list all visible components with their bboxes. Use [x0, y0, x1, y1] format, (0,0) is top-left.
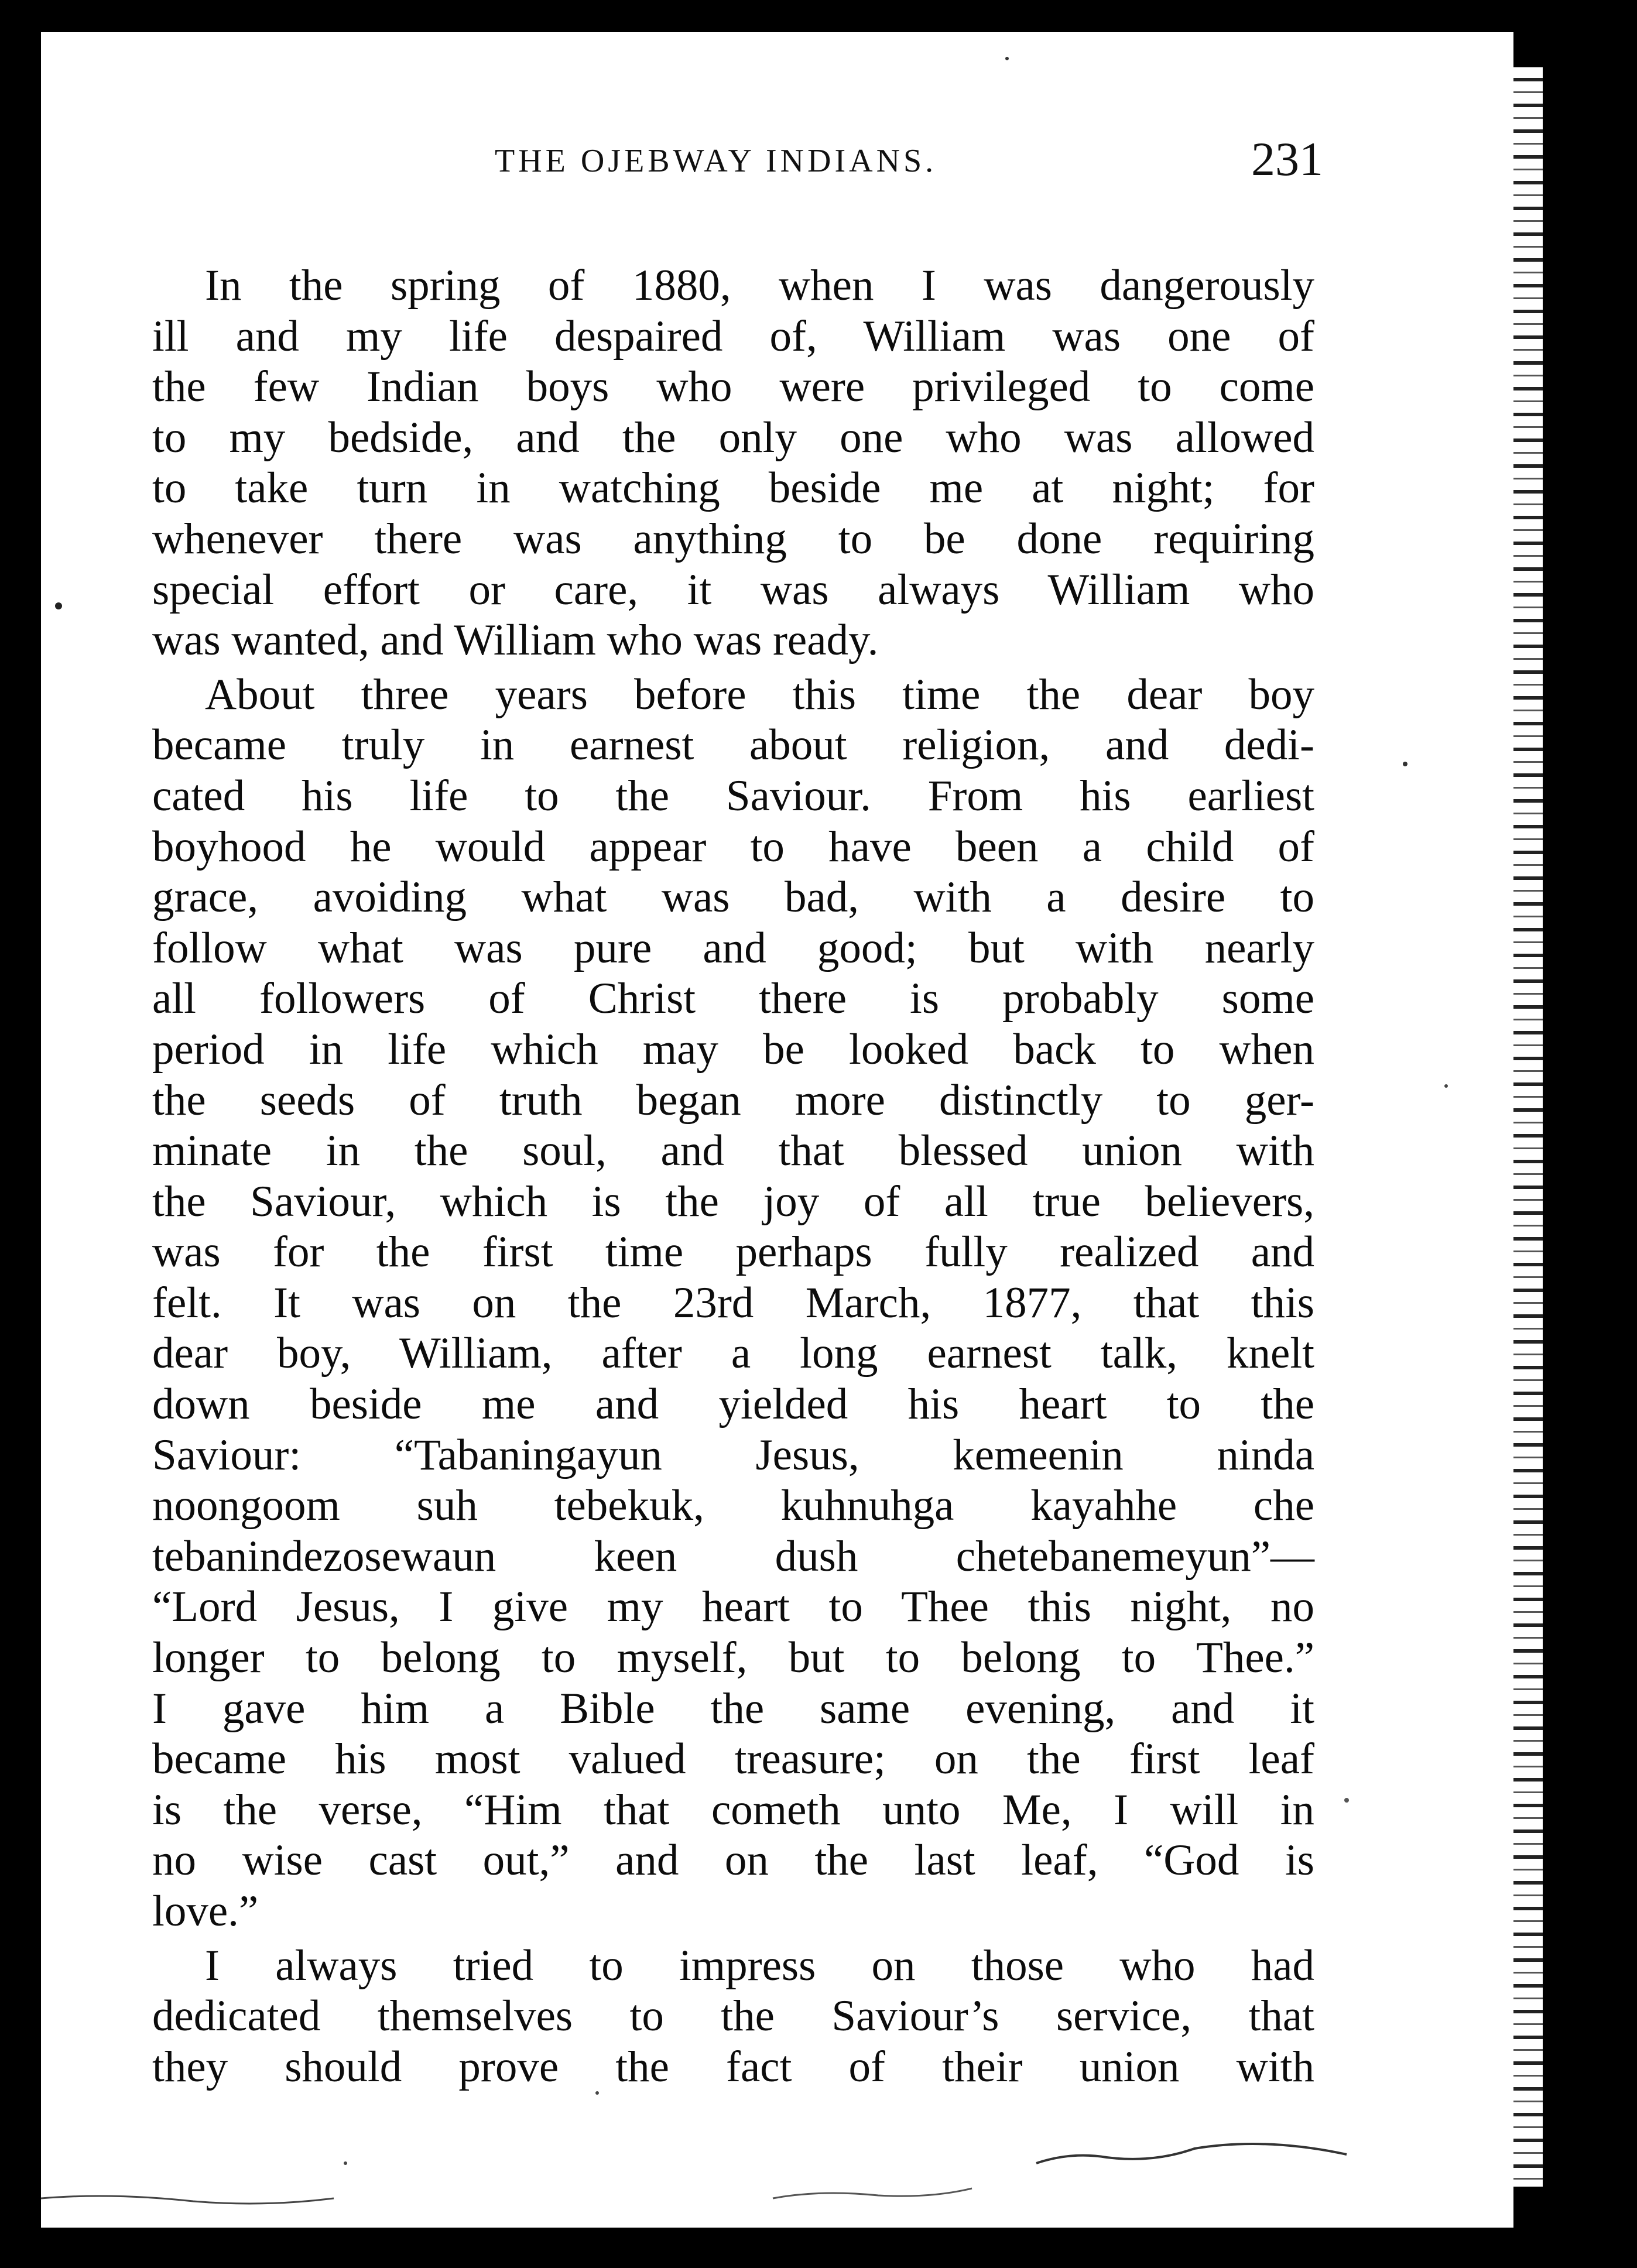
text-line: “Lord Jesus, I give my heart to Thee this night, no [152, 1582, 1314, 1632]
text-line: the few Indian boys who were privileged to come [152, 362, 1314, 412]
running-title: THE OJEBWAY INDIANS. [495, 143, 937, 179]
text-line: dedicated themselves to the Saviour’s service, that [152, 1992, 1314, 2041]
text-line: period in life which may be looked back to when [152, 1025, 1314, 1074]
text-line: I gave him a Bible the same evening, and it [152, 1684, 1314, 1733]
text-line: boyhood he would appear to have been a child of [152, 822, 1314, 871]
text-line: In the spring of 1880, when I was dangerously [205, 261, 1314, 310]
text-line: the seeds of truth began more distinctly to ger- [152, 1075, 1314, 1125]
text-line: they should prove the fact of their union with [152, 2042, 1314, 2091]
text-line: is the verse, “Him that cometh unto Me, I will in [152, 1785, 1314, 1834]
text-line: About three years before this time the dear boy [205, 670, 1314, 719]
text-line: whenever there was anything to be done requiring [152, 514, 1314, 563]
text-line: was for the first time perhaps fully realized and [152, 1228, 1314, 1277]
text-line: love.” [152, 1887, 259, 1935]
text-line: felt. It was on the 23rd March, 1877, that this [152, 1278, 1314, 1327]
text-line: became his most valued treasure; on the first leaf [152, 1735, 1314, 1784]
text-line: follow what was pure and good; but with nearly [152, 923, 1314, 972]
text-line: minate in the soul, and that blessed union with [152, 1126, 1314, 1176]
text-line: dear boy, William, after a long earnest talk, knelt [152, 1329, 1314, 1378]
page-number: 231 [1251, 132, 1323, 186]
text-line: cated his life to the Saviour. From his earliest [152, 771, 1314, 820]
text-line: no wise cast out,” and on the last leaf, “God is [152, 1836, 1314, 1885]
text-line: I always tried to impress on those who had [205, 1941, 1314, 1990]
text-line: became truly in earnest about religion, and dedi- [152, 721, 1314, 770]
text-line: down beside me and yielded his heart to the [152, 1380, 1314, 1429]
text-line: all followers of Christ there is probably some [152, 974, 1314, 1023]
text-line: Saviour: “Tabaningayun Jesus, kemeenin ninda [152, 1430, 1314, 1479]
text-line: was wanted, and William who was ready. [152, 616, 879, 665]
text-line: noongoom suh tebekuk, kuhnuhga kayahhe che [152, 1481, 1314, 1530]
text-line: to my bedside, and the only one who was allowed [152, 413, 1314, 462]
scan-specks [41, 32, 1513, 2228]
book-page [41, 32, 1513, 2228]
text-line: grace, avoiding what was bad, with a desire to [152, 873, 1314, 922]
text-line: special effort or care, it was always William who [152, 565, 1314, 614]
page-edge-shadow [1513, 67, 1543, 2187]
text-line: longer to belong to myself, but to belong to Thee.” [152, 1633, 1314, 1683]
text-line: ill and my life despaired of, William was one of [152, 311, 1314, 361]
text-line: to take turn in watching beside me at night; for [152, 464, 1314, 513]
text-line: the Saviour, which is the joy of all true believers, [152, 1177, 1314, 1226]
text-line: tebanindezosewaun keen dush chetebanemeyun”— [152, 1532, 1314, 1581]
